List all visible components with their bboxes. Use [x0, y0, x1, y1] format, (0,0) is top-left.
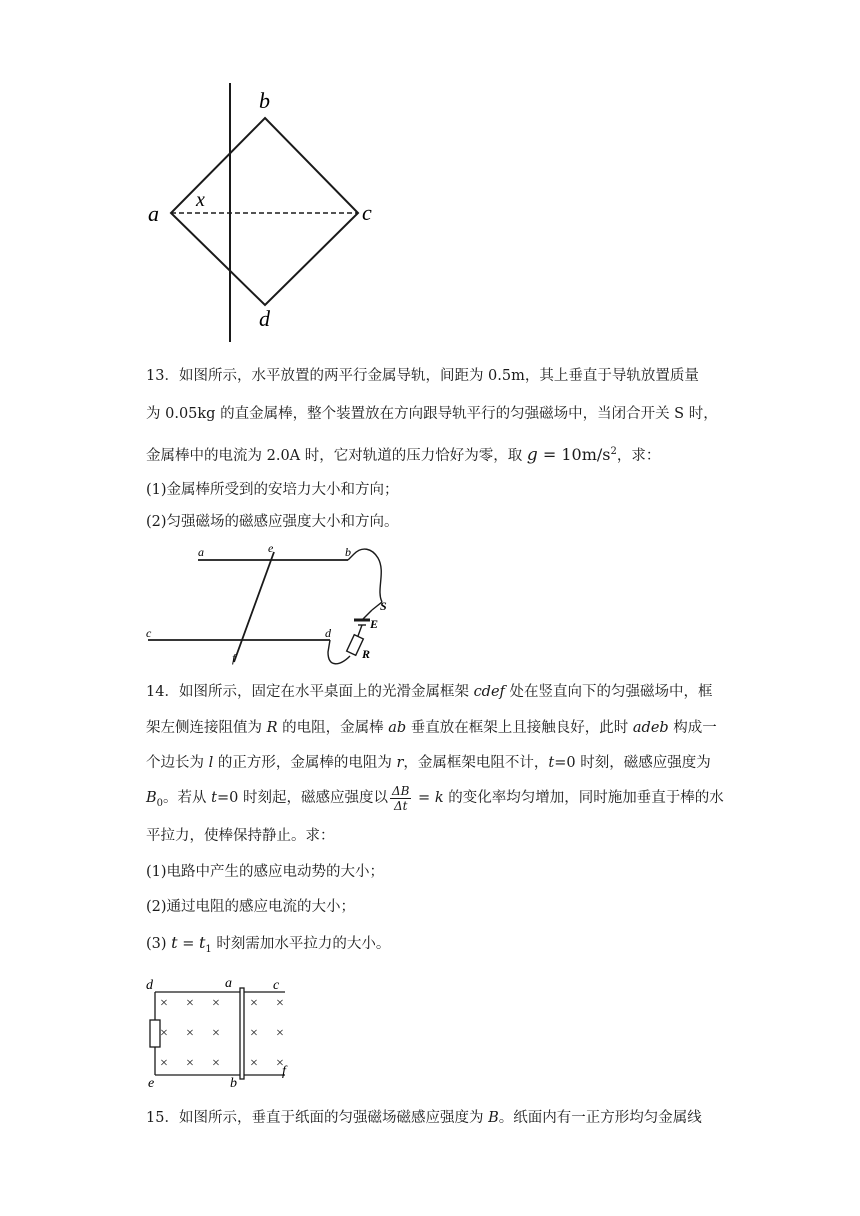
rail-label-d: d [325, 626, 331, 640]
cross: × [160, 996, 168, 1011]
label-b: b [259, 88, 270, 113]
cross: × [250, 996, 258, 1011]
q14-sub-3-t1: t [198, 933, 206, 952]
q15-line-1-pre: 15．如图所示，垂直于纸面的匀强磁场磁感应强度为 [146, 1110, 489, 1126]
q14-line-1 [146, 682, 713, 702]
q14-line-1-post: 处在竖直向下的匀强磁场中，框 [504, 684, 713, 700]
q14-sub-2: (2)通过电阻的感应电流的大小； [146, 899, 356, 915]
cross: × [186, 1056, 194, 1071]
resistor [150, 1020, 160, 1047]
label-a: a [148, 201, 159, 226]
wire-d [328, 640, 350, 664]
q13-line-1: 13．如图所示，水平放置的两平行金属导轨，间距为 0.5m，其上垂直于导轨放置质量 [146, 368, 699, 384]
q14-var-ab: ab [388, 720, 407, 736]
q14-sub-3-t1-sub: 1 [205, 943, 212, 955]
label-d: d [259, 306, 270, 331]
q14-sub-3-eq: = [177, 936, 199, 952]
q14-var-B0-sub: 0 [156, 797, 164, 809]
q14-line-3 [146, 753, 711, 773]
q15-var-B: B [488, 1110, 499, 1126]
cross: × [212, 996, 220, 1011]
q14-var-R: R [266, 720, 278, 736]
q13-g-value: = 10m/s [537, 444, 611, 464]
q14-sub-3-t: t [171, 933, 178, 952]
q14-sub-1: (1)电路中产生的感应电动势的大小； [146, 864, 385, 880]
rail-label-a: a [198, 545, 204, 559]
q14-var-t: t [548, 755, 555, 771]
q13-line-3-pre: 金属棒中的电流为 2.0A 时，它对轨道的压力恰好为零，取 [146, 447, 527, 464]
label-switch-s: S [380, 599, 387, 613]
q14-var-adeb: adeb [632, 720, 669, 736]
rod-ab [240, 988, 244, 1079]
q14-line-2 [146, 718, 717, 738]
frame-label-d: d [146, 978, 153, 993]
q14-var-cdef: cdef [473, 684, 505, 700]
q15-line-1 [146, 1108, 702, 1128]
label-x: x [196, 189, 205, 211]
cross: × [276, 996, 284, 1011]
cross: × [160, 1056, 168, 1071]
q14-line-2-post: 构成一 [668, 720, 717, 736]
rail-label-c: c [146, 626, 152, 640]
q13-g-sup: 2 [610, 446, 617, 457]
frame-label-e: e [148, 1076, 155, 1090]
q14-line-4-mid: =0 时刻起，磁感应强度以 [216, 790, 388, 806]
diamond-square [171, 118, 358, 305]
label-resistor-r: R [362, 647, 371, 661]
q14-sub-3-post: 时刻需加水平拉力的大小。 [211, 936, 391, 952]
q14-line-4-pre: 。若从 [163, 790, 212, 806]
q14-var-B0: B [146, 790, 157, 806]
q14-sub-3 [146, 933, 390, 960]
rail-label-e: e [268, 541, 274, 555]
q13-sub-2: (2)匀强磁场的磁感应强度大小和方向。 [146, 514, 399, 530]
cross: × [250, 1056, 258, 1071]
label-battery-e: E [370, 617, 379, 631]
q14-line-2-mid2: 垂直放在框架上且接触良好，此时 [406, 720, 633, 736]
q14-line-3-mid: 的正方形，金属棒的电阻为 [213, 755, 397, 771]
q14-var-k: k [434, 790, 444, 806]
q14-var-r: r [396, 755, 404, 771]
q13-g: g [526, 444, 538, 465]
q14-line-3-mid2: ，金属框架电阻不计， [403, 755, 549, 771]
rail-label-f: f [232, 651, 236, 665]
figure-diamond [140, 80, 390, 350]
q14-sub-3-pre: (3) [146, 936, 172, 952]
cross: × [276, 1056, 284, 1071]
rod-ef [234, 552, 274, 662]
cross: × [186, 996, 194, 1011]
q14-line-4-post: 的变化率均匀增加，同时施加垂直于棒的水 [443, 790, 724, 806]
frame-label-c: c [273, 978, 280, 993]
q14-line-1-pre: 14．如图所示，固定在水平桌面上的光滑金属框架 [146, 684, 474, 700]
q14-line-3-pre: 个边长为 [146, 755, 209, 771]
cross: × [276, 1026, 284, 1041]
cross: × [212, 1056, 220, 1071]
q14-line-2-mid: 的电阻，金属棒 [277, 720, 389, 736]
rail-label-b: b [345, 545, 351, 559]
frame-label-f: f [282, 1064, 286, 1079]
frame-label-a: a [225, 976, 232, 991]
wire-e-r [358, 625, 362, 636]
q14-fraction [390, 784, 411, 813]
cross: × [212, 1026, 220, 1041]
cross: × [160, 1026, 168, 1041]
q13-line-3 [146, 442, 660, 466]
q14-frac-eq: = [413, 790, 435, 806]
cross: × [186, 1026, 194, 1041]
q15-line-1-post: 。纸面内有一正方形均匀金属线 [498, 1110, 702, 1126]
q14-line-5: 平拉力，使棒保持静止。求： [146, 828, 335, 844]
label-c: c [362, 200, 372, 225]
q14-var-l: l [208, 755, 214, 771]
q14-frac-num: ΔB [391, 783, 410, 798]
resistor-r [347, 635, 364, 656]
q14-line-4 [146, 780, 724, 822]
wire-b [348, 549, 382, 602]
q14-frac-den: Δt [393, 798, 408, 813]
cross: × [250, 1026, 258, 1041]
magnetic-field-crosses [160, 996, 284, 1071]
figure-frame [140, 974, 310, 1090]
frame-label-b: b [230, 1076, 237, 1090]
q13-line-2: 为 0.05kg 的直金属棒，整个装置放在方向跟导轨平行的匀强磁场中，当闭合开关 S 时， [146, 406, 718, 422]
q14-var-t2: t [211, 790, 217, 806]
q13-sub-1: (1)金属棒所受到的安培力大小和方向； [146, 482, 399, 498]
q13-line-3-post: ，求： [616, 447, 661, 464]
figure-rails [140, 540, 400, 670]
q14-line-3-post: =0 时刻，磁感应强度为 [554, 755, 711, 771]
q14-line-2-pre: 架左侧连接阻值为 [146, 720, 267, 736]
